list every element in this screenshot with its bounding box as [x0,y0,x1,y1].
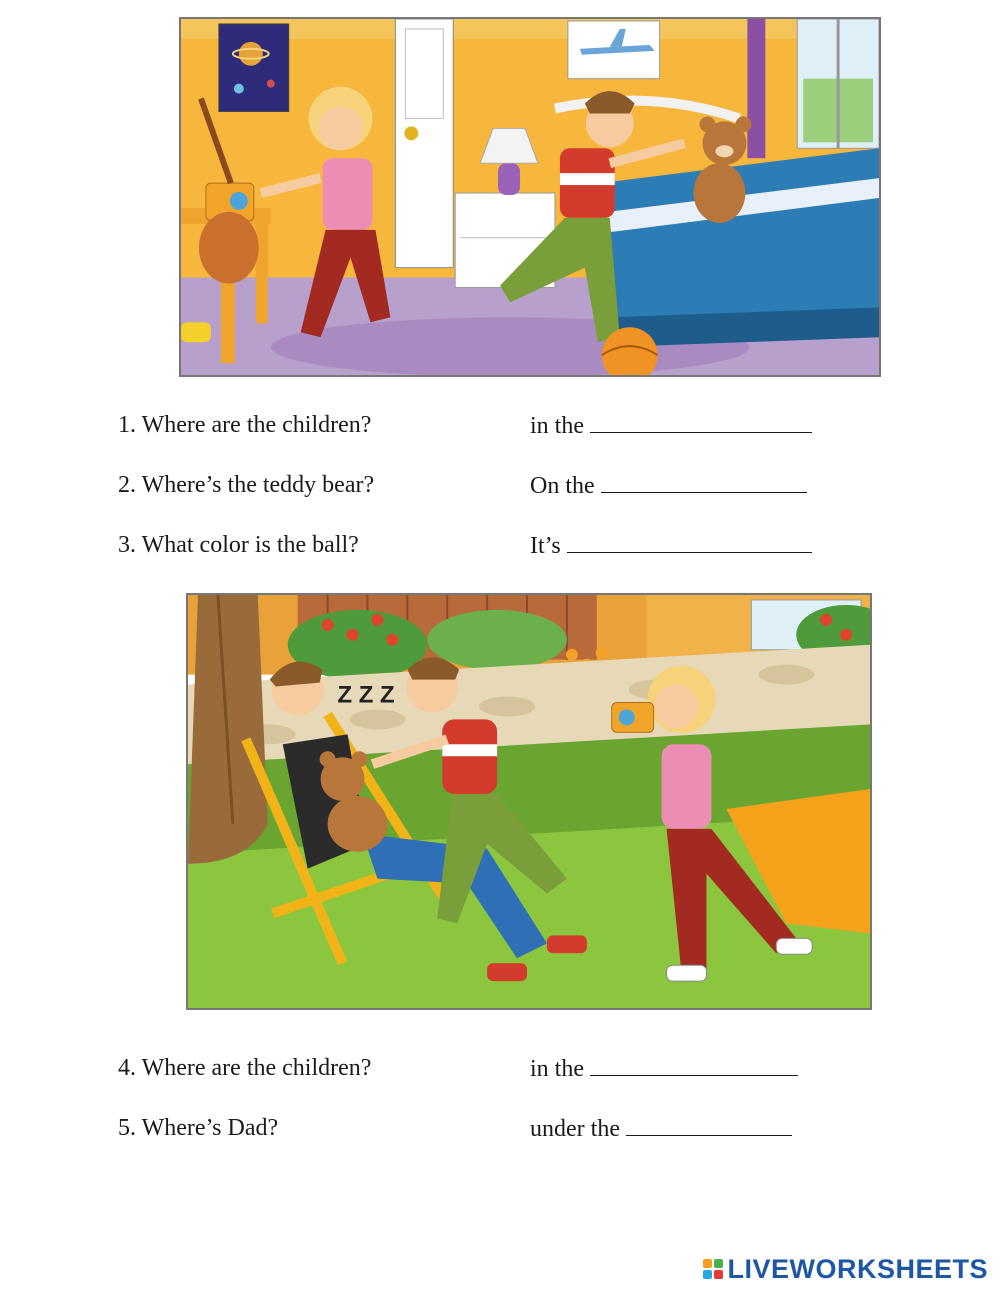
answer-blank[interactable] [601,470,807,493]
answer-prefix: On the [530,473,595,499]
logo-square [703,1270,712,1279]
question-row [0,1053,1000,1083]
answer-blank[interactable] [626,1113,792,1136]
question-row [0,530,1000,560]
logo-square [703,1259,712,1268]
answer-area [530,530,812,561]
logo-text: LIVEWORKSHEETS [727,1253,988,1284]
question-text: 5. Where’s Dad? [118,1115,279,1141]
bedroom-scene [181,19,879,375]
answer-area [530,1053,798,1084]
question-row [0,410,1000,440]
question-text: 2. Where’s the teddy bear? [118,472,375,498]
answer-prefix: under the [530,1116,620,1142]
question-text: 1. Where are the children? [118,412,372,438]
answer-area [530,470,807,501]
question-text: 4. Where are the children? [118,1055,372,1081]
garden-scene [188,595,870,1008]
liveworksheets-logo [703,1254,988,1284]
answer-blank[interactable] [590,410,812,433]
question-row [0,470,1000,500]
answer-prefix: in the [530,1056,584,1082]
answer-blank[interactable] [590,1053,798,1076]
logo-mark-icon [703,1259,723,1279]
answer-prefix: It’s [530,533,561,559]
bedroom-illustration [179,17,881,377]
logo-square [714,1270,723,1279]
garden-illustration [186,593,872,1010]
question-text: 3. What color is the ball? [118,532,359,558]
answer-area [530,410,812,441]
answer-prefix: in the [530,413,584,439]
question-row [0,1113,1000,1143]
logo-square [714,1259,723,1268]
sleep-z-text: Z Z Z [337,681,395,709]
answer-blank[interactable] [567,530,812,553]
answer-area [530,1113,792,1144]
